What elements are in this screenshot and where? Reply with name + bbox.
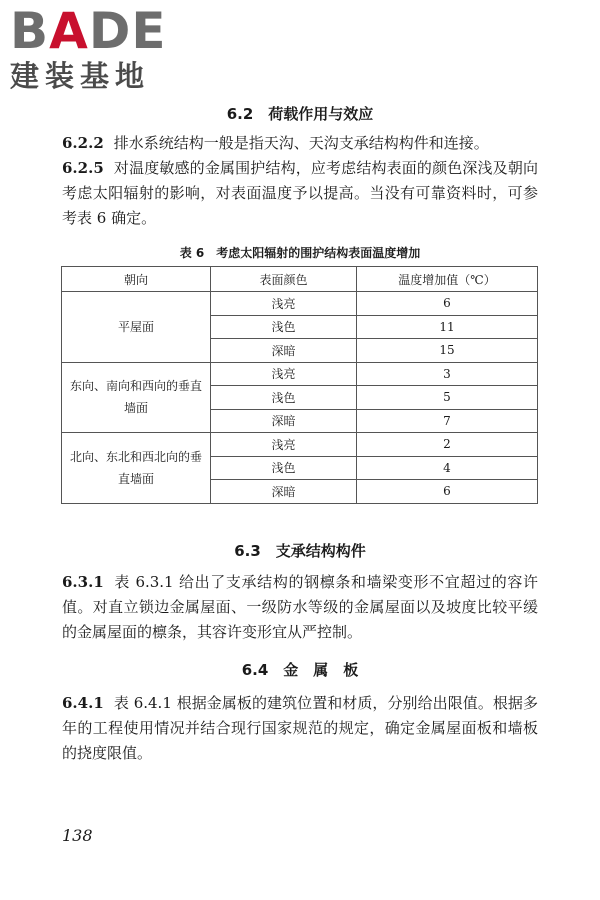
table-6-title: 表 6 考虑太阳辐射的围护结构表面温度增加 (179, 246, 421, 260)
header-temp-increase: 温度增加值（℃） (357, 267, 538, 292)
color-cell: 浅亮 (211, 292, 357, 316)
value-cell: 3 (357, 362, 538, 386)
clause-number: 6.3.1 (62, 573, 104, 591)
clause-number: 6.4.1 (62, 694, 104, 712)
value-cell: 5 (357, 386, 538, 410)
section-6-3-heading: 6.3 支承结构构件 (234, 542, 366, 560)
clause-text: 表 6.4.1 根据金属板的建筑位置和材质，分别给出限值。根据多年的工程使用情况并结合现行国家规范的规定，确定金属屋面板和墙板的挠度限值。 (62, 694, 538, 762)
logo-subtitle: 建装基地 (10, 59, 151, 93)
color-cell: 浅色 (211, 386, 357, 410)
table-row (62, 362, 538, 386)
value-cell: 4 (357, 456, 538, 480)
orientation-cell: 北向、东北和西北向的垂直墙面 (62, 433, 211, 504)
value-cell: 11 (357, 315, 538, 339)
header-surface-color: 表面颜色 (211, 267, 357, 292)
orientation-cell: 平屋面 (62, 292, 211, 363)
table-6 (61, 266, 538, 504)
color-cell: 深暗 (211, 480, 357, 504)
logo-wordmark: BADE (10, 2, 167, 60)
value-cell: 2 (357, 433, 538, 457)
value-cell: 7 (357, 409, 538, 433)
color-cell: 深暗 (211, 339, 357, 363)
clause-text: 对温度敏感的金属围护结构，应考虑结构表面的颜色深浅及朝向考虑太阳辐射的影响，对表面温度予以提高。当没有可靠资料时，可参考表 6 确定。 (62, 159, 538, 227)
clause-6-2-2 (62, 131, 538, 156)
clause-number: 6.2.5 (62, 159, 104, 177)
value-cell: 15 (357, 339, 538, 363)
clause-6-2-5 (62, 156, 538, 231)
color-cell: 浅亮 (211, 362, 357, 386)
table-row (62, 292, 538, 316)
bade-logo (10, 2, 180, 93)
header-orientation: 朝向 (62, 267, 211, 292)
color-cell: 浅亮 (211, 433, 357, 457)
color-cell: 浅色 (211, 315, 357, 339)
table-row (62, 433, 538, 457)
color-cell: 深暗 (211, 409, 357, 433)
page-number: 138 (62, 826, 93, 845)
clause-6-4-1 (62, 691, 538, 766)
clause-text: 排水系统结构一般是指天沟、天沟支承结构构件和连接。 (113, 134, 489, 152)
section-6-4-heading: 6.4 金 属 板 (241, 661, 359, 679)
orientation-cell: 东向、南向和西向的垂直墙面 (62, 362, 211, 433)
table-header-row (62, 267, 538, 292)
section-6-2-heading: 6.2 荷载作用与效应 (226, 105, 374, 123)
color-cell: 浅色 (211, 456, 357, 480)
value-cell: 6 (357, 480, 538, 504)
clause-6-3-1 (62, 570, 538, 645)
clause-text: 表 6.3.1 给出了支承结构的钢檩条和墙梁变形不宜超过的容许值。对直立锁边金属屋面、一级防水等级的金属屋面以及坡度比较平缓的金属屋面的檩条，其容许变形宜从严控制。 (62, 573, 538, 641)
value-cell: 6 (357, 292, 538, 316)
clause-number: 6.2.2 (62, 134, 104, 152)
